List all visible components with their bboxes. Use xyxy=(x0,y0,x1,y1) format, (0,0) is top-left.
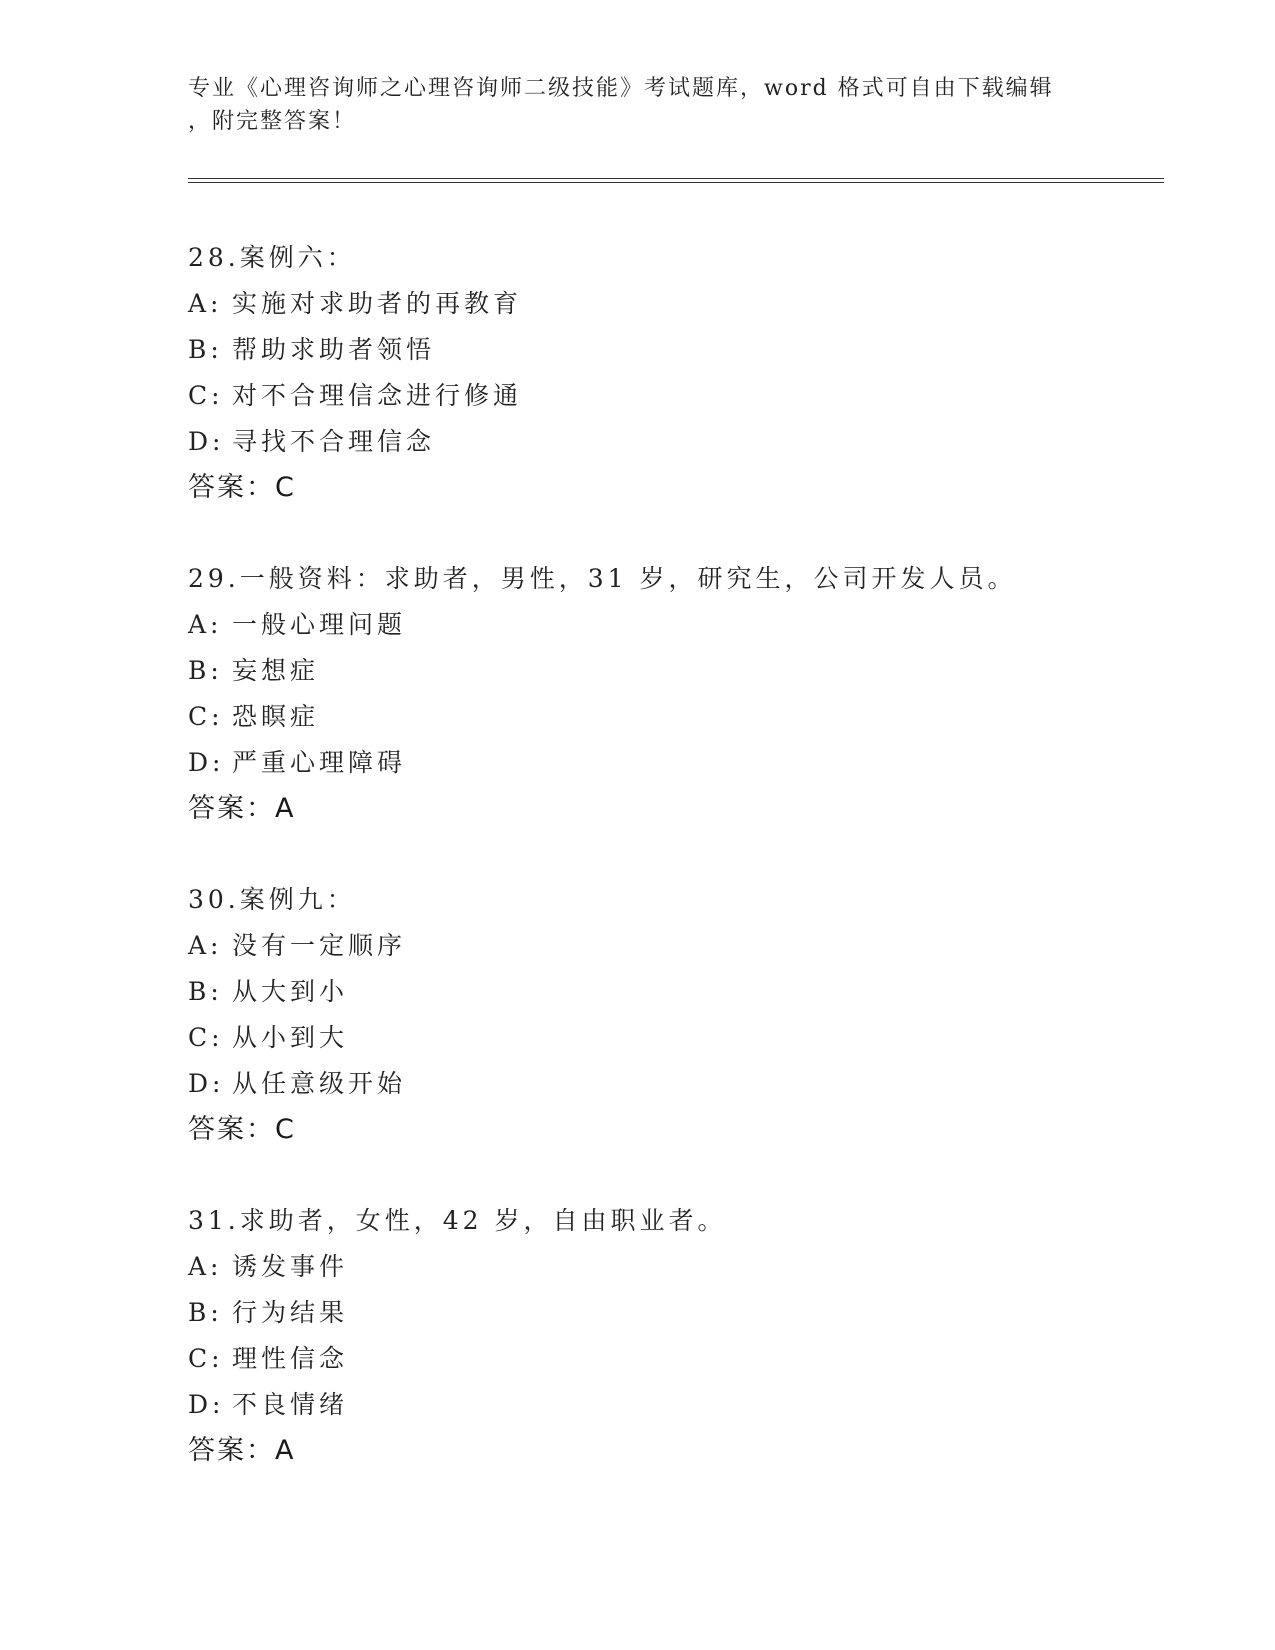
option-text: 帮助求助者领悟 xyxy=(232,335,436,364)
option-text: 严重心理障碍 xyxy=(232,748,407,777)
option-text: 不良情绪 xyxy=(232,1390,349,1419)
question-stem: 29.一般资料：求助者，男性，31 岁，研究生，公司开发人员。 xyxy=(188,564,1017,593)
option-d xyxy=(188,1061,1148,1107)
answer-label: 答案：A xyxy=(188,1435,296,1466)
question-31 xyxy=(188,1198,1148,1474)
question-stem: 28.案例六： xyxy=(188,243,356,272)
option-c xyxy=(188,1015,1148,1061)
header-line-1: 专业《心理咨询师之心理咨询师二级技能》考试题库，word 格式可自由下载编辑 xyxy=(188,76,1054,101)
question-28 xyxy=(188,235,1148,511)
option-b xyxy=(188,327,1148,373)
option-b xyxy=(188,1290,1148,1336)
option-key: D: xyxy=(188,427,225,456)
option-key: A: xyxy=(188,610,223,639)
answer-label: 答案：C xyxy=(188,1114,296,1145)
option-key: C: xyxy=(188,1023,224,1052)
option-key: D: xyxy=(188,748,225,777)
option-a xyxy=(188,923,1148,969)
option-key: C: xyxy=(188,702,224,731)
option-text: 妄想症 xyxy=(232,656,320,685)
option-text: 理性信念 xyxy=(232,1344,349,1373)
option-a xyxy=(188,1244,1148,1290)
option-c xyxy=(188,1336,1148,1382)
option-text: 寻找不合理信念 xyxy=(232,427,436,456)
question-30 xyxy=(188,877,1148,1153)
option-key: A: xyxy=(188,289,223,318)
question-stem: 31.求助者，女性，42 岁，自由职业者。 xyxy=(188,1206,727,1235)
option-key: C: xyxy=(188,381,224,410)
option-key: D: xyxy=(188,1069,225,1098)
option-d xyxy=(188,1382,1148,1428)
option-text: 诱发事件 xyxy=(232,1252,349,1281)
option-text: 恐瞑症 xyxy=(232,702,320,731)
option-key: B: xyxy=(188,656,223,685)
answer-label: 答案：A xyxy=(188,793,296,824)
answer-label: 答案：C xyxy=(188,472,296,503)
option-key: B: xyxy=(188,1298,223,1327)
option-text: 没有一定顺序 xyxy=(232,931,407,960)
option-d xyxy=(188,740,1148,786)
option-b xyxy=(188,969,1148,1015)
option-text: 一般心理问题 xyxy=(232,610,407,639)
option-key: B: xyxy=(188,977,223,1006)
option-text: 从大到小 xyxy=(232,977,349,1006)
option-key: B: xyxy=(188,335,223,364)
option-key: D: xyxy=(188,1390,225,1419)
option-c xyxy=(188,373,1148,419)
option-key: C: xyxy=(188,1344,224,1373)
header-divider xyxy=(188,178,1164,183)
option-text: 从小到大 xyxy=(232,1023,349,1052)
option-key: A: xyxy=(188,1252,223,1281)
question-stem: 30.案例九： xyxy=(188,885,356,914)
option-c xyxy=(188,694,1148,740)
option-text: 从任意级开始 xyxy=(232,1069,407,1098)
question-list xyxy=(188,235,1148,1519)
document-header xyxy=(188,72,1088,138)
question-29 xyxy=(188,556,1148,832)
option-d xyxy=(188,419,1148,465)
option-text: 实施对求助者的再教育 xyxy=(232,289,523,318)
option-key: A: xyxy=(188,931,223,960)
option-b xyxy=(188,648,1148,694)
option-text: 行为结果 xyxy=(232,1298,349,1327)
header-line-2: ，附完整答案！ xyxy=(188,109,357,134)
option-a xyxy=(188,602,1148,648)
option-text: 对不合理信念进行修通 xyxy=(232,381,523,410)
option-a xyxy=(188,281,1148,327)
